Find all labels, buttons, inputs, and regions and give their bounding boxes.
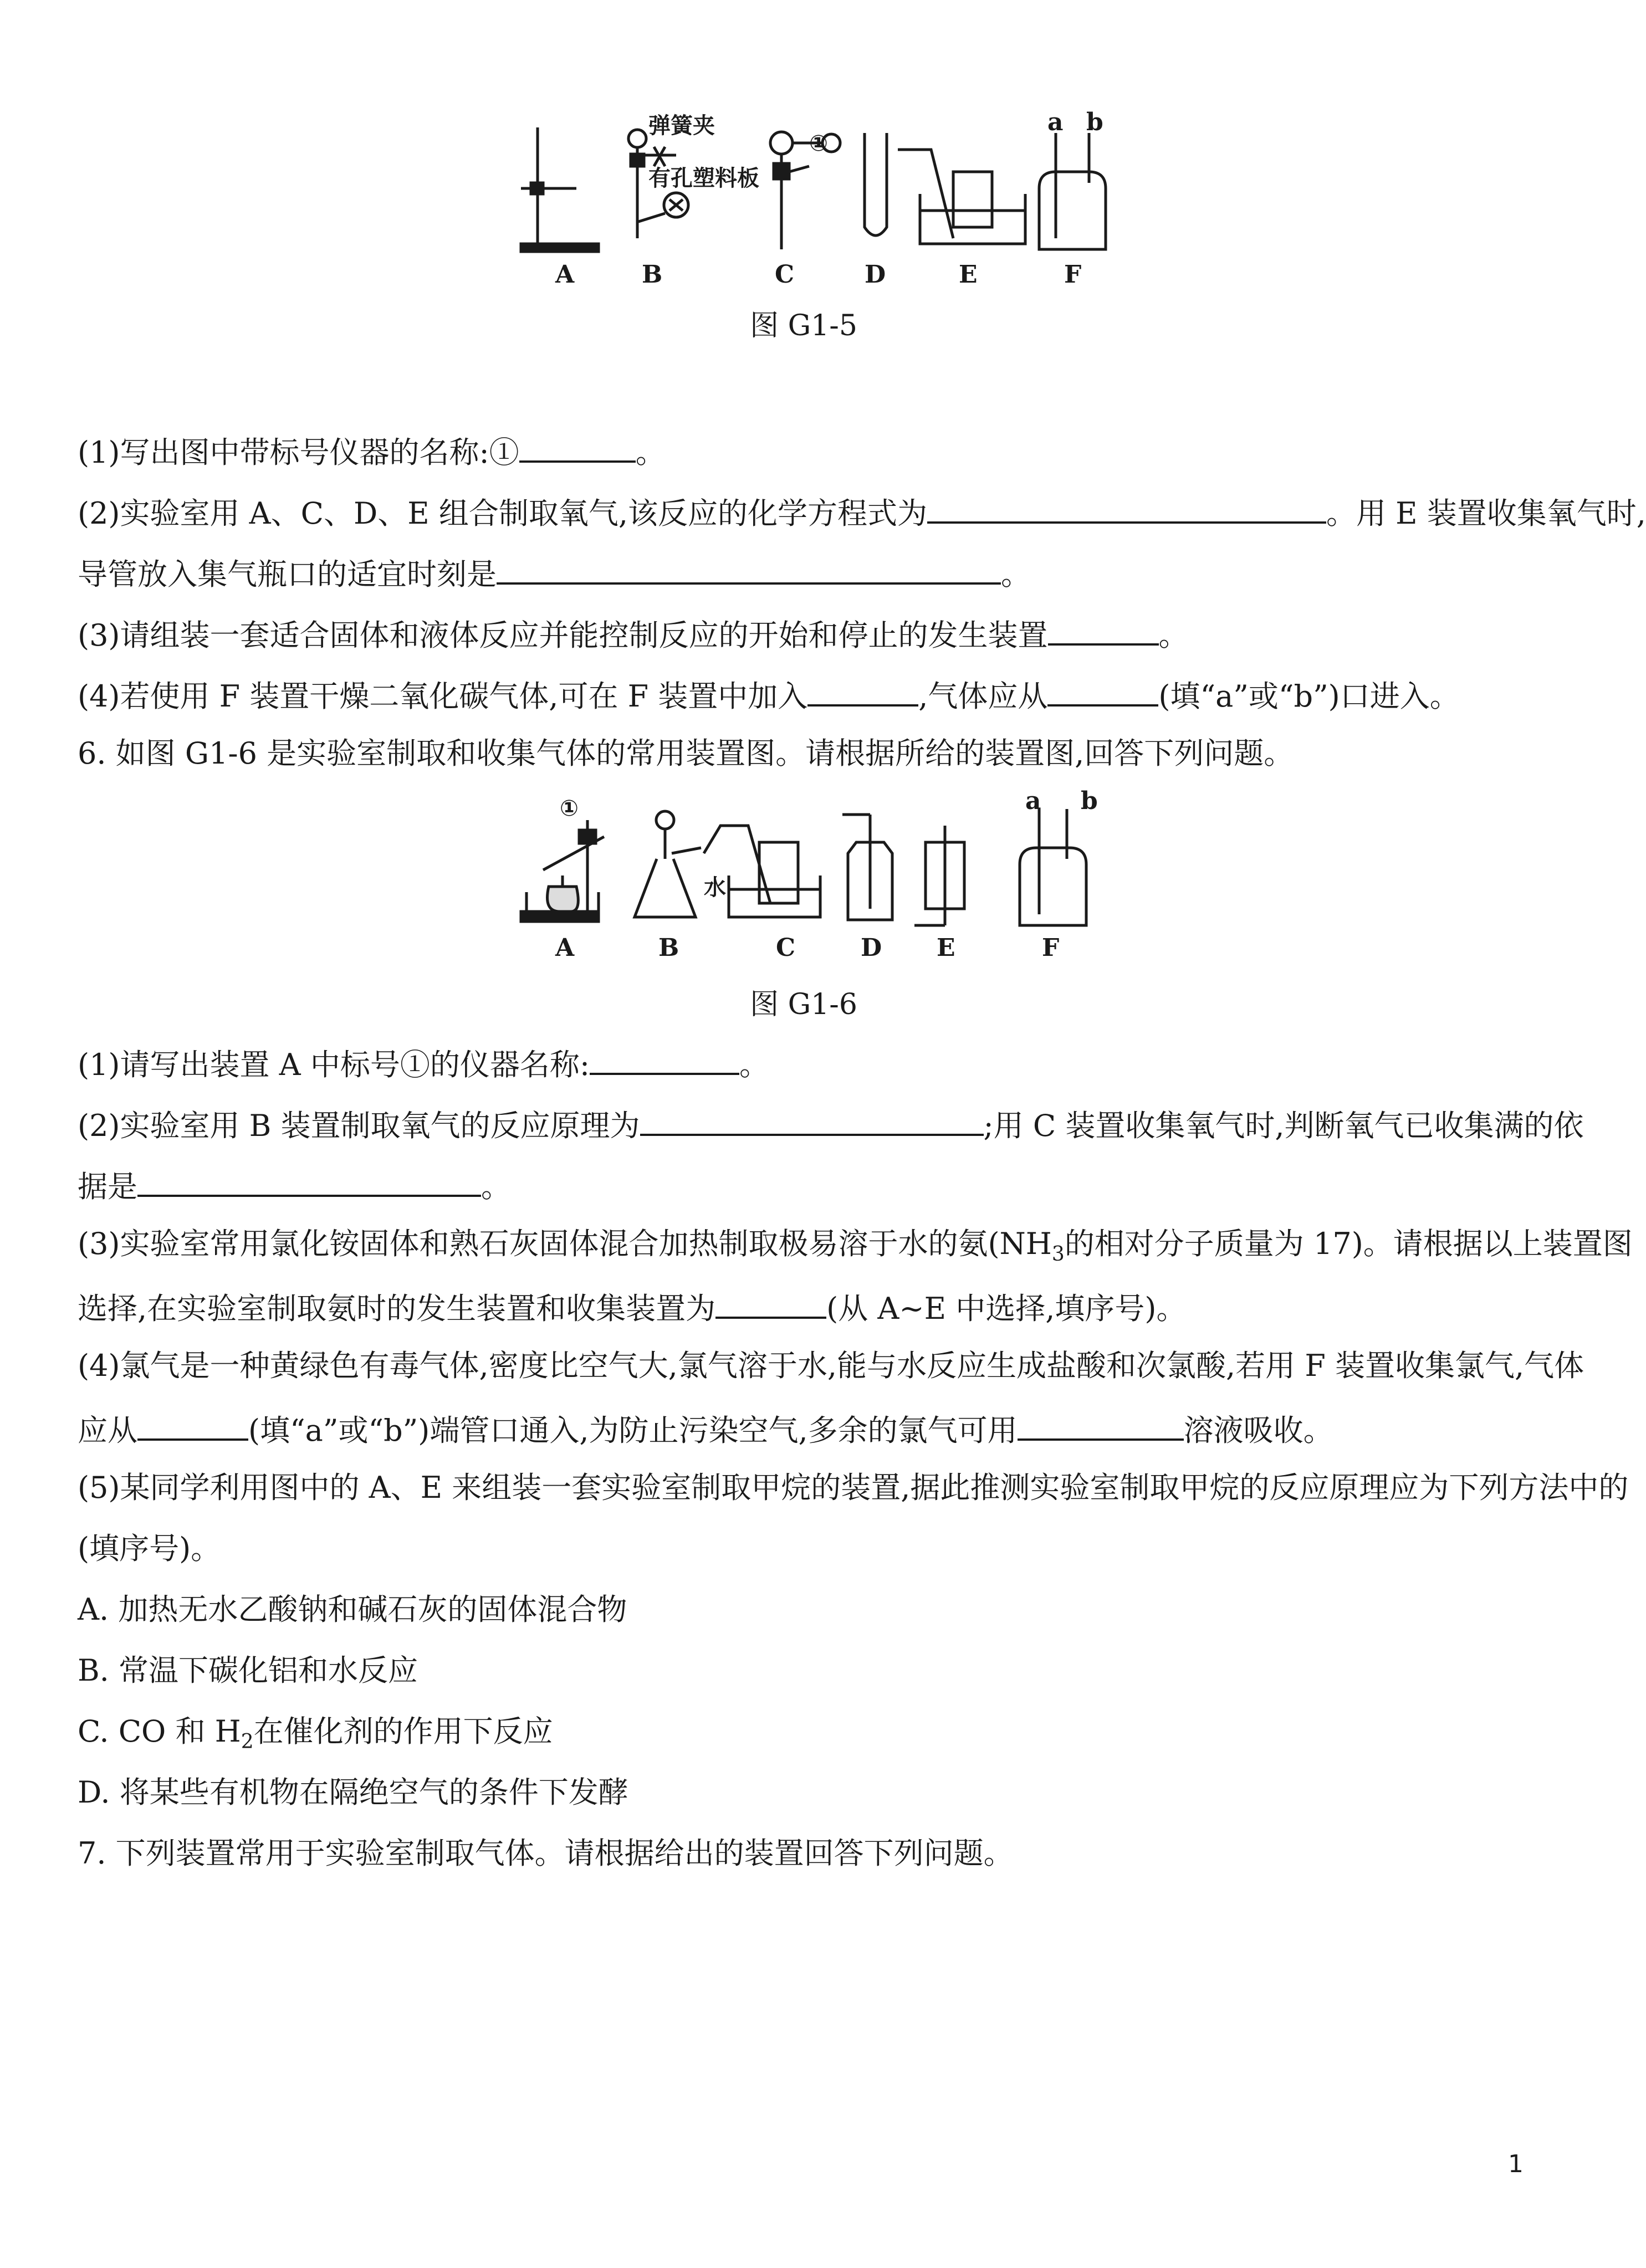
- fig1-label-d: D: [865, 260, 886, 289]
- figure-g1-5: [510, 108, 1108, 289]
- apparatus-diagram-1: [510, 108, 1108, 289]
- q6-option-a: A. 加热无水乙酸钠和碱石灰的固体混合物: [78, 1592, 627, 1627]
- q6-part1: (1)请写出装置 A 中标号①的仪器名称: 。: [78, 1042, 769, 1084]
- answer-blank[interactable]: [927, 490, 1326, 524]
- q5-part4: (4)若使用 F 装置干燥二氧化碳气体,可在 F 装置中加入 ,气体应从 (填“a”或“b”)口进入。: [78, 673, 1460, 716]
- label-a-port: a: [1047, 108, 1064, 136]
- q5-part3: (3)请组装一套适合固体和液体反应并能控制反应的开始和停止的发生装置 。: [78, 612, 1189, 655]
- label-b-port: b: [1081, 787, 1098, 815]
- apparatus-e-bottle: [914, 826, 964, 925]
- q6-option-d: D. 将某些有机物在隔绝空气的条件下发酵: [78, 1775, 628, 1810]
- apparatus-a-iron-stand: [521, 127, 599, 252]
- label-b-port: b: [1086, 108, 1103, 136]
- q6-part2: (2)实验室用 B 装置制取氧气的反应原理为 ;用 C 装置收集氧气时,判断氧气已收集满的依: [78, 1103, 1584, 1145]
- fig2-label-d: D: [861, 934, 882, 962]
- answer-blank[interactable]: [1018, 1407, 1184, 1441]
- apparatus-c-water-trough: [704, 826, 820, 917]
- q6-option-c: C. CO 和 $H_2$在催化剂的作用下反应: [78, 1714, 553, 1753]
- apparatus-e-water-trough: [898, 150, 1025, 244]
- apparatus-f-gas-bottle: [1020, 809, 1086, 925]
- fig1-label-b: B: [642, 260, 663, 289]
- q7-intro: 7. 下列装置常用于实验室制取气体。请根据给出的装置回答下列问题。: [78, 1836, 1014, 1871]
- fig2-label-b: B: [658, 934, 679, 962]
- apparatus-d-test-tube: [865, 133, 887, 235]
- label-spring-clip: 弹簧夹: [648, 113, 715, 139]
- q6-part4-cont: 应从 (填“a”或“b”)端管口通入,为防止污染空气,多余的氯气可用 溶液吸收。: [78, 1407, 1333, 1450]
- q6-part4: (4)氯气是一种黄绿色有毒气体,密度比空气大,氯气溶于水,能与水反应生成盐酸和次氯酸,若用 F 装置收集氯气,气体: [78, 1348, 1584, 1383]
- answer-blank[interactable]: [137, 1164, 481, 1197]
- apparatus-b-conical-flask: [635, 811, 701, 917]
- answer-blank[interactable]: [715, 1286, 826, 1319]
- fig2-label-c: C: [776, 934, 796, 962]
- figure-caption-g1-6: 图 G1-6: [750, 988, 857, 1021]
- q6-part2-cont: 据是 。: [78, 1164, 511, 1206]
- figure-g1-6: [510, 787, 1108, 964]
- q6-part5-cont: (填序号)。: [78, 1531, 221, 1566]
- answer-blank[interactable]: [137, 1407, 248, 1441]
- answer-blank[interactable]: [1047, 673, 1158, 706]
- q6-part5: (5)某同学利用图中的 A、E 来组装一套实验室制取甲烷的装置,据此推测实验室制取甲烷的反应原理应为下列方法中的: [78, 1470, 1629, 1505]
- q5-part2: (2)实验室用 A、C、D、E 组合制取氧气,该反应的化学方程式为 。用 E 装置收集氧气时,: [78, 490, 1646, 533]
- fig2-label-f: F: [1042, 934, 1060, 962]
- fig1-label-e: E: [959, 260, 978, 289]
- label-circle-1: ①: [809, 131, 828, 156]
- fig1-label-a: A: [555, 260, 575, 289]
- q5-part1: (1)写出图中带标号仪器的名称:① 。: [78, 429, 666, 472]
- q6-option-b: B. 常温下碳化铝和水反应: [78, 1653, 418, 1688]
- answer-blank[interactable]: [807, 673, 918, 706]
- fig2-label-a: A: [555, 934, 575, 962]
- apparatus-c-funnel-tube: [770, 132, 840, 249]
- answer-blank[interactable]: [1048, 612, 1159, 646]
- label-circle-1: ①: [560, 796, 579, 821]
- q6-intro: 6. 如图 G1-6 是实验室制取和收集气体的常用装置图。请根据所给的装置图,回答下列问题。: [78, 736, 1294, 771]
- apparatus-f-gas-bottle: [1039, 133, 1106, 249]
- label-water: 水: [704, 875, 726, 900]
- fig1-label-f: F: [1064, 260, 1082, 289]
- answer-blank[interactable]: [590, 1042, 739, 1075]
- q5-part2-cont: 导管放入集气瓶口的适宜时刻是 。: [78, 551, 1031, 594]
- page-number: 1: [1508, 2150, 1524, 2178]
- apparatus-d-bottle: [842, 815, 892, 920]
- q6-part3: (3)实验室常用氯化铵固体和熟石灰固体混合加热制取极易溶于水的氨($NH_3$的相对分子质量为 17)。请根据以上装置图: [78, 1226, 1633, 1266]
- answer-blank[interactable]: [519, 429, 636, 463]
- apparatus-diagram-2: [510, 787, 1108, 964]
- fig2-label-e: E: [937, 934, 955, 962]
- figure-caption-g1-5: 图 G1-5: [750, 309, 857, 342]
- label-a-port: a: [1025, 787, 1041, 815]
- fig1-label-c: C: [775, 260, 795, 289]
- answer-blank[interactable]: [640, 1103, 984, 1136]
- apparatus-a-heating: [521, 820, 604, 921]
- label-perforated-plate: 有孔塑料板: [648, 166, 759, 191]
- q6-part3-cont: 选择,在实验室制取氨时的发生装置和收集装置为 (从 A~E 中选择,填序号)。: [78, 1286, 1186, 1328]
- answer-blank[interactable]: [497, 551, 1001, 585]
